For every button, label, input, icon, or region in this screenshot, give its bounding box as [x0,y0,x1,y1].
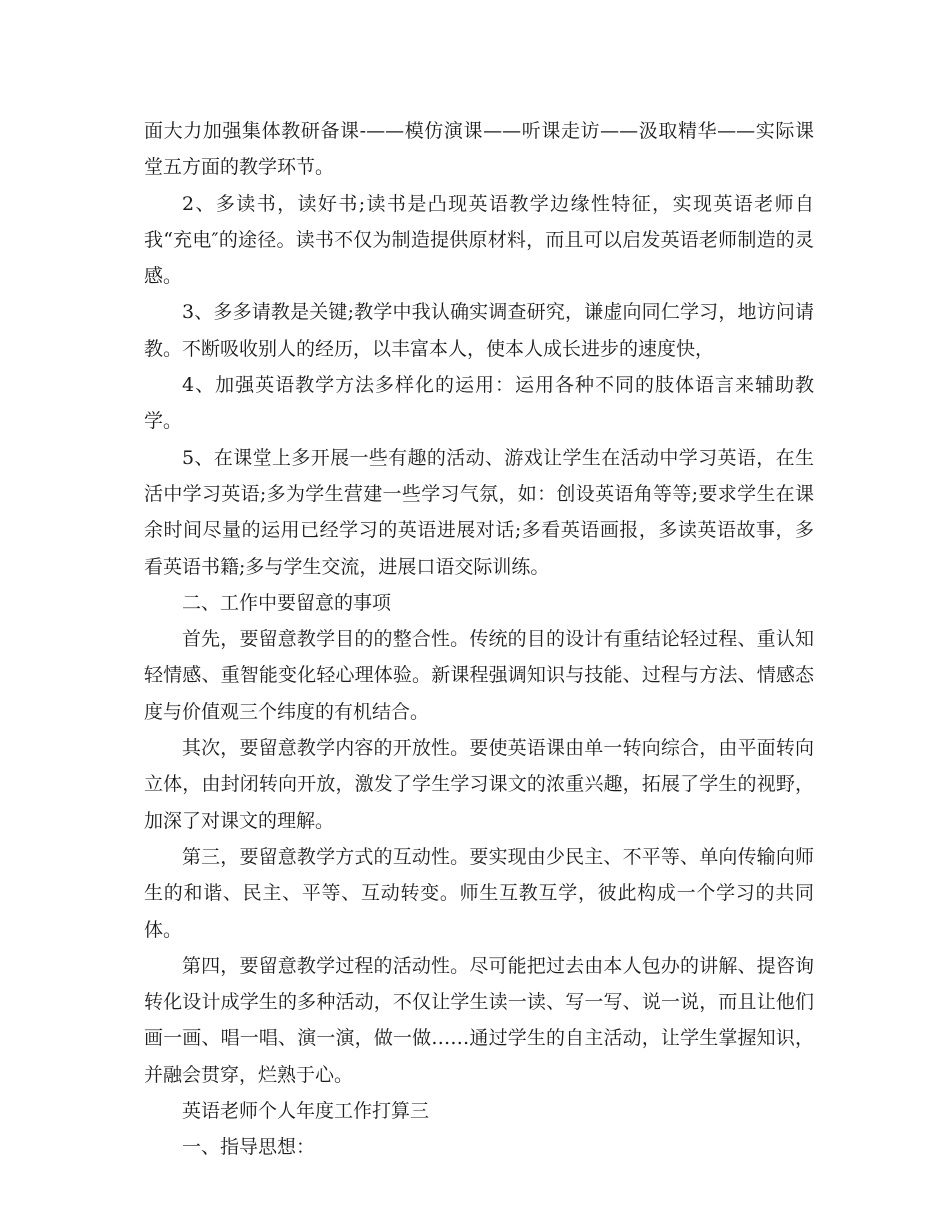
paragraph-3: 3、多多请教是关键;教学中我认确实调查研究，谦虚向同仁学习，地访问请教。不断吸收别人的经历，以丰富本人，使本人成长进步的速度快， [144,301,814,360]
paragraph-4: 4、加强英语教学方法多样化的运用：运用各种不同的肢体语言来辅助教学。 [144,374,814,433]
section-heading-1: 一、指导思想： [182,1136,316,1159]
document-title-3: 英语老师个人年度工作打算三 [182,1100,430,1123]
paragraph-7: 其次，要留意教学内容的开放性。要使英语课由单一转向综合，由平面转向立体，由封闭转向开放，激发了学生学习课文的浓重兴趣，拓展了学生的视野，加深了对课文的理解。 [144,737,814,832]
paragraph-6: 首先，要留意教学目的的整合性。传统的目的设计有重结论轻过程、重认知轻情感、重智能变化轻心理体验。新课程强调知识与技能、过程与方法、情感态度与价值观三个纬度的有机结合。 [144,628,814,723]
section-heading-2: 二、工作中要留意的事项 [182,591,392,614]
paragraph-8: 第三，要留意教学方式的互动性。要实现由少民主、不平等、单向传输向师生的和谐、民主、平等、互动转变。师生互教互学，彼此构成一个学习的共同体。 [144,845,814,941]
paragraph-2: 2、多读书，读好书;读书是凸现英语教学边缘性特征，实现英语老师自我“充电″的途径。读书不仅为制造提供原材料，而且可以启发英语老师制造的灵感。 [144,192,814,288]
document-body [144,113,814,1166]
paragraph-5: 5、在课堂上多开展一些有趣的活动、游戏让学生在活动中学习英语，在生活中学习英语;多为学生营建一些学习气氛，如：创设英语角等等;要求学生在课余时间尽量的运用已经学习的英语进展对话;多看英语画报，多读英语故事，多看英语书籍;多与学生交流，进展口语交际训练。 [144,446,814,578]
paragraph-9: 第四，要留意教学过程的活动性。尽可能把过去由本人包办的讲解、提咨询转化设计成学生的多种活动，不仅让学生读一读、写一写、说一说，而且让他们画一画、唱一唱、演一演，做一做……通过学生的自主活动，让学生掌握知识，并融会贯穿，烂熟于心。 [144,954,814,1086]
paragraph-1: 面大力加强集体教研备课-——模仿演课——听课走访——汲取精华——实际课堂五方面的教学环节。 [144,120,814,179]
